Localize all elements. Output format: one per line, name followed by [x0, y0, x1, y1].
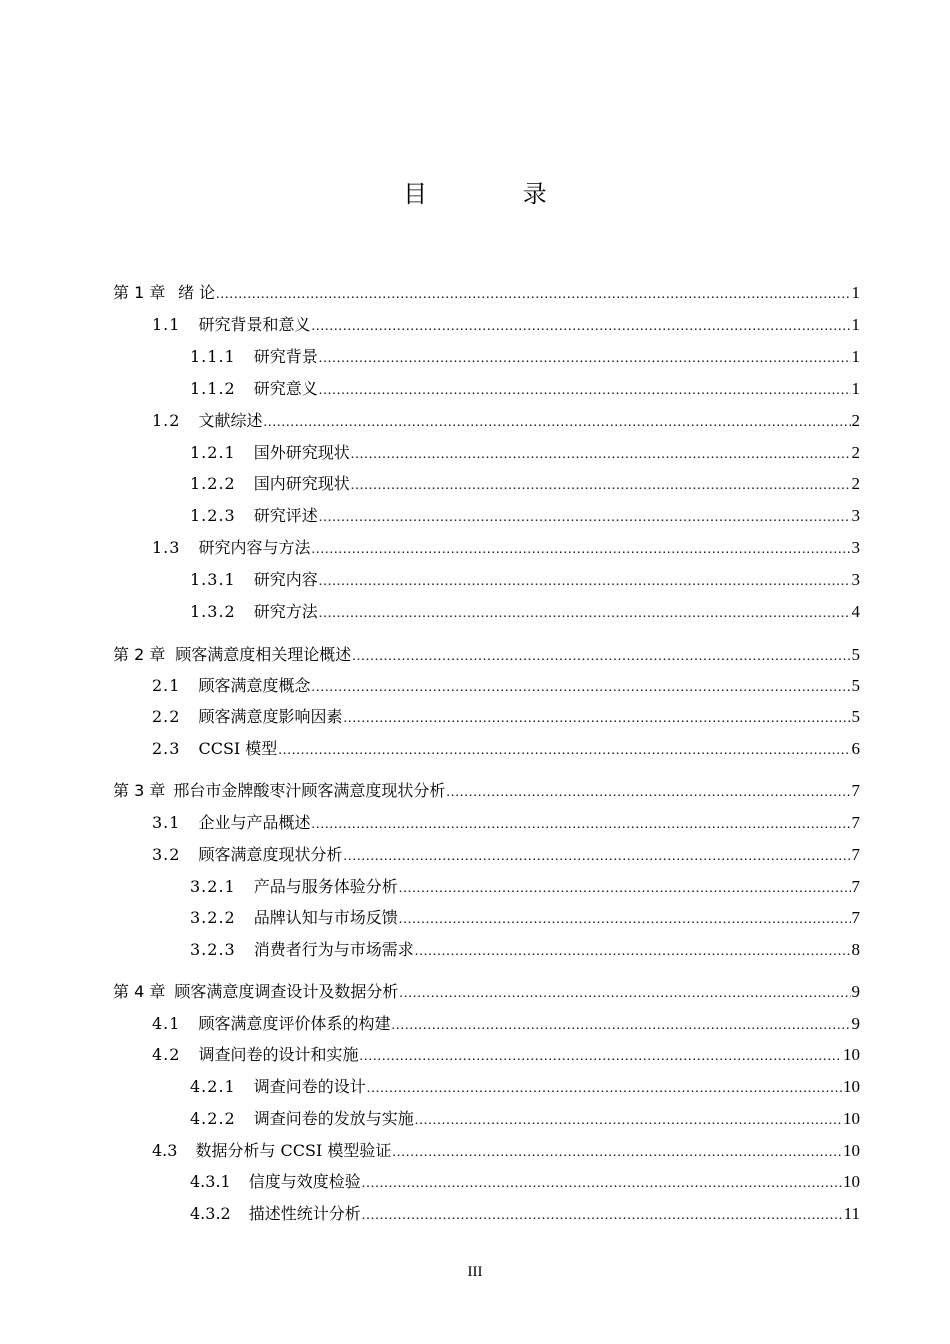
toc-page-number: 5 — [851, 676, 860, 695]
toc-page-number: 9 — [851, 982, 860, 1001]
toc-title: 数据分析与 CCSI 模型验证 — [195, 1141, 392, 1160]
toc-number: 4.1 — [152, 1014, 181, 1033]
toc-page-number: 1 — [851, 283, 860, 302]
toc-entry-1-1[interactable] — [113, 310, 860, 340]
toc-number: 2.3 — [152, 739, 181, 758]
toc-page-number: 3 — [851, 538, 860, 557]
dot-leader — [319, 599, 851, 629]
toc-number: 3.2.2 — [190, 908, 236, 927]
toc-title: 顾客满意度相关理论概述 — [175, 645, 352, 664]
toc-title: 消费者行为与市场需求 — [253, 940, 414, 959]
toc-page-number: 7 — [851, 877, 860, 896]
toc-number: 3.2.3 — [190, 940, 236, 959]
toc-number: 第 4 章 — [113, 982, 166, 1001]
toc-title: 研究背景和意义 — [198, 315, 311, 334]
toc-number: 4.3 — [152, 1141, 178, 1160]
toc-number: 1.2.1 — [190, 443, 236, 462]
toc-title: 研究背景 — [253, 347, 318, 366]
toc-page-number: 1 — [851, 347, 860, 366]
toc-page-number: 4 — [851, 602, 860, 621]
dot-leader — [319, 503, 851, 533]
toc-page-number: 7 — [851, 781, 860, 800]
toc-entry-4-1[interactable] — [113, 1009, 860, 1039]
dot-leader — [415, 937, 851, 967]
dot-leader — [446, 778, 850, 808]
toc-number: 3.2 — [152, 845, 181, 864]
toc-entry-1-2-3[interactable] — [113, 501, 860, 531]
toc-number: 1.2 — [152, 411, 181, 430]
dot-leader — [352, 642, 850, 672]
toc-page-number: 7 — [851, 908, 860, 927]
dot-leader — [311, 673, 850, 703]
toc-entry-4-3-2[interactable] — [113, 1199, 860, 1229]
toc-entry-2-2[interactable] — [113, 702, 860, 732]
dot-leader — [362, 1201, 843, 1231]
toc-entry-1-3-2[interactable] — [113, 597, 860, 627]
toc-number: 1.1 — [152, 315, 181, 334]
toc-title: 调查问卷的设计和实施 — [198, 1045, 359, 1064]
toc-page-number: 9 — [851, 1014, 860, 1033]
toc-title: 研究内容与方法 — [198, 538, 311, 557]
dot-leader — [415, 1106, 842, 1136]
toc-entry-1-3[interactable] — [113, 533, 860, 563]
toc-title: 邢台市金牌酸枣汁顾客满意度现状分析 — [173, 781, 446, 800]
toc-page-number: 1 — [851, 315, 860, 334]
toc-entry-3-2-1[interactable] — [113, 872, 860, 902]
toc-entry-4-2[interactable] — [113, 1040, 860, 1070]
toc-page-number: 8 — [851, 940, 860, 959]
toc-number: 1.1.1 — [190, 347, 236, 366]
toc-title: 研究内容 — [253, 570, 318, 589]
toc-number: 1.1.2 — [190, 379, 236, 398]
dot-leader — [319, 567, 851, 597]
toc-page-number: 3 — [851, 506, 860, 525]
dot-leader — [278, 736, 850, 766]
toc-number: 1.2.3 — [190, 506, 236, 525]
toc-entry-chapter-2[interactable] — [113, 640, 860, 670]
toc-page-number: 5 — [851, 707, 860, 726]
toc-number: 2.1 — [152, 676, 181, 695]
toc-number: 第 3 章 — [113, 781, 166, 800]
toc-title: 顾客满意度评价体系的构建 — [198, 1014, 391, 1033]
toc-title: 绪 论 — [177, 283, 216, 302]
dot-leader — [216, 280, 850, 310]
toc-number: 4.3.2 — [190, 1204, 231, 1223]
toc-title: 信度与效度检验 — [248, 1172, 361, 1191]
toc-entry-1-2[interactable] — [113, 406, 860, 436]
toc-entry-1-1-1[interactable] — [113, 342, 860, 372]
toc-number: 4.2.1 — [190, 1077, 236, 1096]
toc-title: 国内研究现状 — [253, 474, 350, 493]
toc-title: 描述性统计分析 — [248, 1204, 361, 1223]
toc-page-number: 11 — [843, 1204, 860, 1223]
dot-leader — [311, 312, 850, 342]
toc-page-number: 10 — [843, 1172, 860, 1191]
dot-leader — [399, 979, 850, 1009]
dot-leader — [399, 905, 851, 935]
toc-entry-chapter-3[interactable] — [113, 776, 860, 806]
toc-entry-4-3-1[interactable] — [113, 1167, 860, 1197]
dot-leader — [319, 376, 851, 406]
toc-page-number: 10 — [843, 1045, 860, 1064]
toc-entry-2-3[interactable] — [113, 734, 860, 764]
dot-leader — [392, 1138, 842, 1168]
toc-page-number: 10 — [843, 1077, 860, 1096]
toc-entry-1-2-1[interactable] — [113, 438, 860, 468]
toc-title: CCSI 模型 — [198, 739, 278, 758]
toc-title: 研究评述 — [253, 506, 318, 525]
toc-number: 第 2 章 — [113, 645, 166, 664]
toc-title: 顾客满意度概念 — [198, 676, 311, 695]
toc-page-number: 1 — [851, 379, 860, 398]
toc-entry-4-2-1[interactable] — [113, 1072, 860, 1102]
dot-leader — [359, 1042, 842, 1072]
dot-leader — [351, 440, 851, 470]
toc-title: 顾客满意度影响因素 — [198, 707, 343, 726]
toc-number: 3.1 — [152, 813, 181, 832]
toc-number: 4.2 — [152, 1045, 181, 1064]
toc-number: 1.2.2 — [190, 474, 236, 493]
toc-title: 研究意义 — [253, 379, 318, 398]
dot-leader — [399, 874, 851, 904]
toc-page-number: 10 — [843, 1109, 860, 1128]
toc-title: 国外研究现状 — [253, 443, 350, 462]
toc-number: 4.3.1 — [190, 1172, 231, 1191]
toc-number: 1.3 — [152, 538, 181, 557]
toc-title: 企业与产品概述 — [198, 813, 311, 832]
toc-title: 产品与服务体验分析 — [253, 877, 398, 896]
toc-entry-2-1[interactable] — [113, 671, 860, 701]
toc-entry-chapter-4[interactable] — [113, 977, 860, 1007]
toc-entry-3-2-3[interactable] — [113, 935, 860, 965]
toc-page-number: 10 — [843, 1141, 860, 1160]
toc-page-number: 6 — [851, 739, 860, 758]
dot-leader — [311, 535, 850, 565]
toc-title: 品牌认知与市场反馈 — [253, 908, 398, 927]
toc-title: 顾客满意度现状分析 — [198, 845, 343, 864]
toc-title: 调查问卷的发放与实施 — [253, 1109, 414, 1128]
toc-entry-4-3[interactable] — [113, 1136, 860, 1166]
toc-entry-3-2-2[interactable] — [113, 903, 860, 933]
toc-number: 4.2.2 — [190, 1109, 236, 1128]
toc-title: 顾客满意度调查设计及数据分析 — [174, 982, 399, 1001]
toc-number: 2.2 — [152, 707, 181, 726]
page-footer-number: III — [467, 1264, 483, 1280]
dot-leader — [311, 810, 850, 840]
toc-page-number: 7 — [851, 845, 860, 864]
dot-leader — [367, 1074, 842, 1104]
toc-entry-3-2[interactable] — [113, 840, 860, 870]
dot-leader — [391, 1011, 850, 1041]
toc-entry-4-2-2[interactable] — [113, 1104, 860, 1134]
toc-page-number: 2 — [851, 443, 860, 462]
toc-page-number: 7 — [851, 813, 860, 832]
page-title: 目 录 — [403, 180, 591, 208]
toc-entry-1-1-2[interactable] — [113, 374, 860, 404]
toc-title: 文献综述 — [198, 411, 263, 430]
toc-entry-3-1[interactable] — [113, 808, 860, 838]
dot-leader — [343, 842, 850, 872]
toc-number: 1.3.2 — [190, 602, 236, 621]
toc-page-number: 2 — [851, 411, 860, 430]
toc-entry-1-2-2[interactable] — [113, 469, 860, 499]
toc-entry-1-3-1[interactable] — [113, 565, 860, 595]
dot-leader — [343, 704, 850, 734]
toc-entry-chapter-1[interactable] — [113, 278, 860, 308]
dot-leader — [362, 1169, 842, 1199]
dot-leader — [263, 408, 850, 438]
toc-page-number: 5 — [851, 645, 860, 664]
toc-number: 第 1 章 — [113, 283, 166, 302]
toc-page-number: 3 — [851, 570, 860, 589]
dot-leader — [319, 344, 851, 374]
toc-number: 3.2.1 — [190, 877, 236, 896]
toc-title: 研究方法 — [253, 602, 318, 621]
toc-page-number: 2 — [851, 474, 860, 493]
toc-number: 1.3.1 — [190, 570, 236, 589]
toc-title: 调查问卷的设计 — [253, 1077, 366, 1096]
dot-leader — [351, 471, 851, 501]
